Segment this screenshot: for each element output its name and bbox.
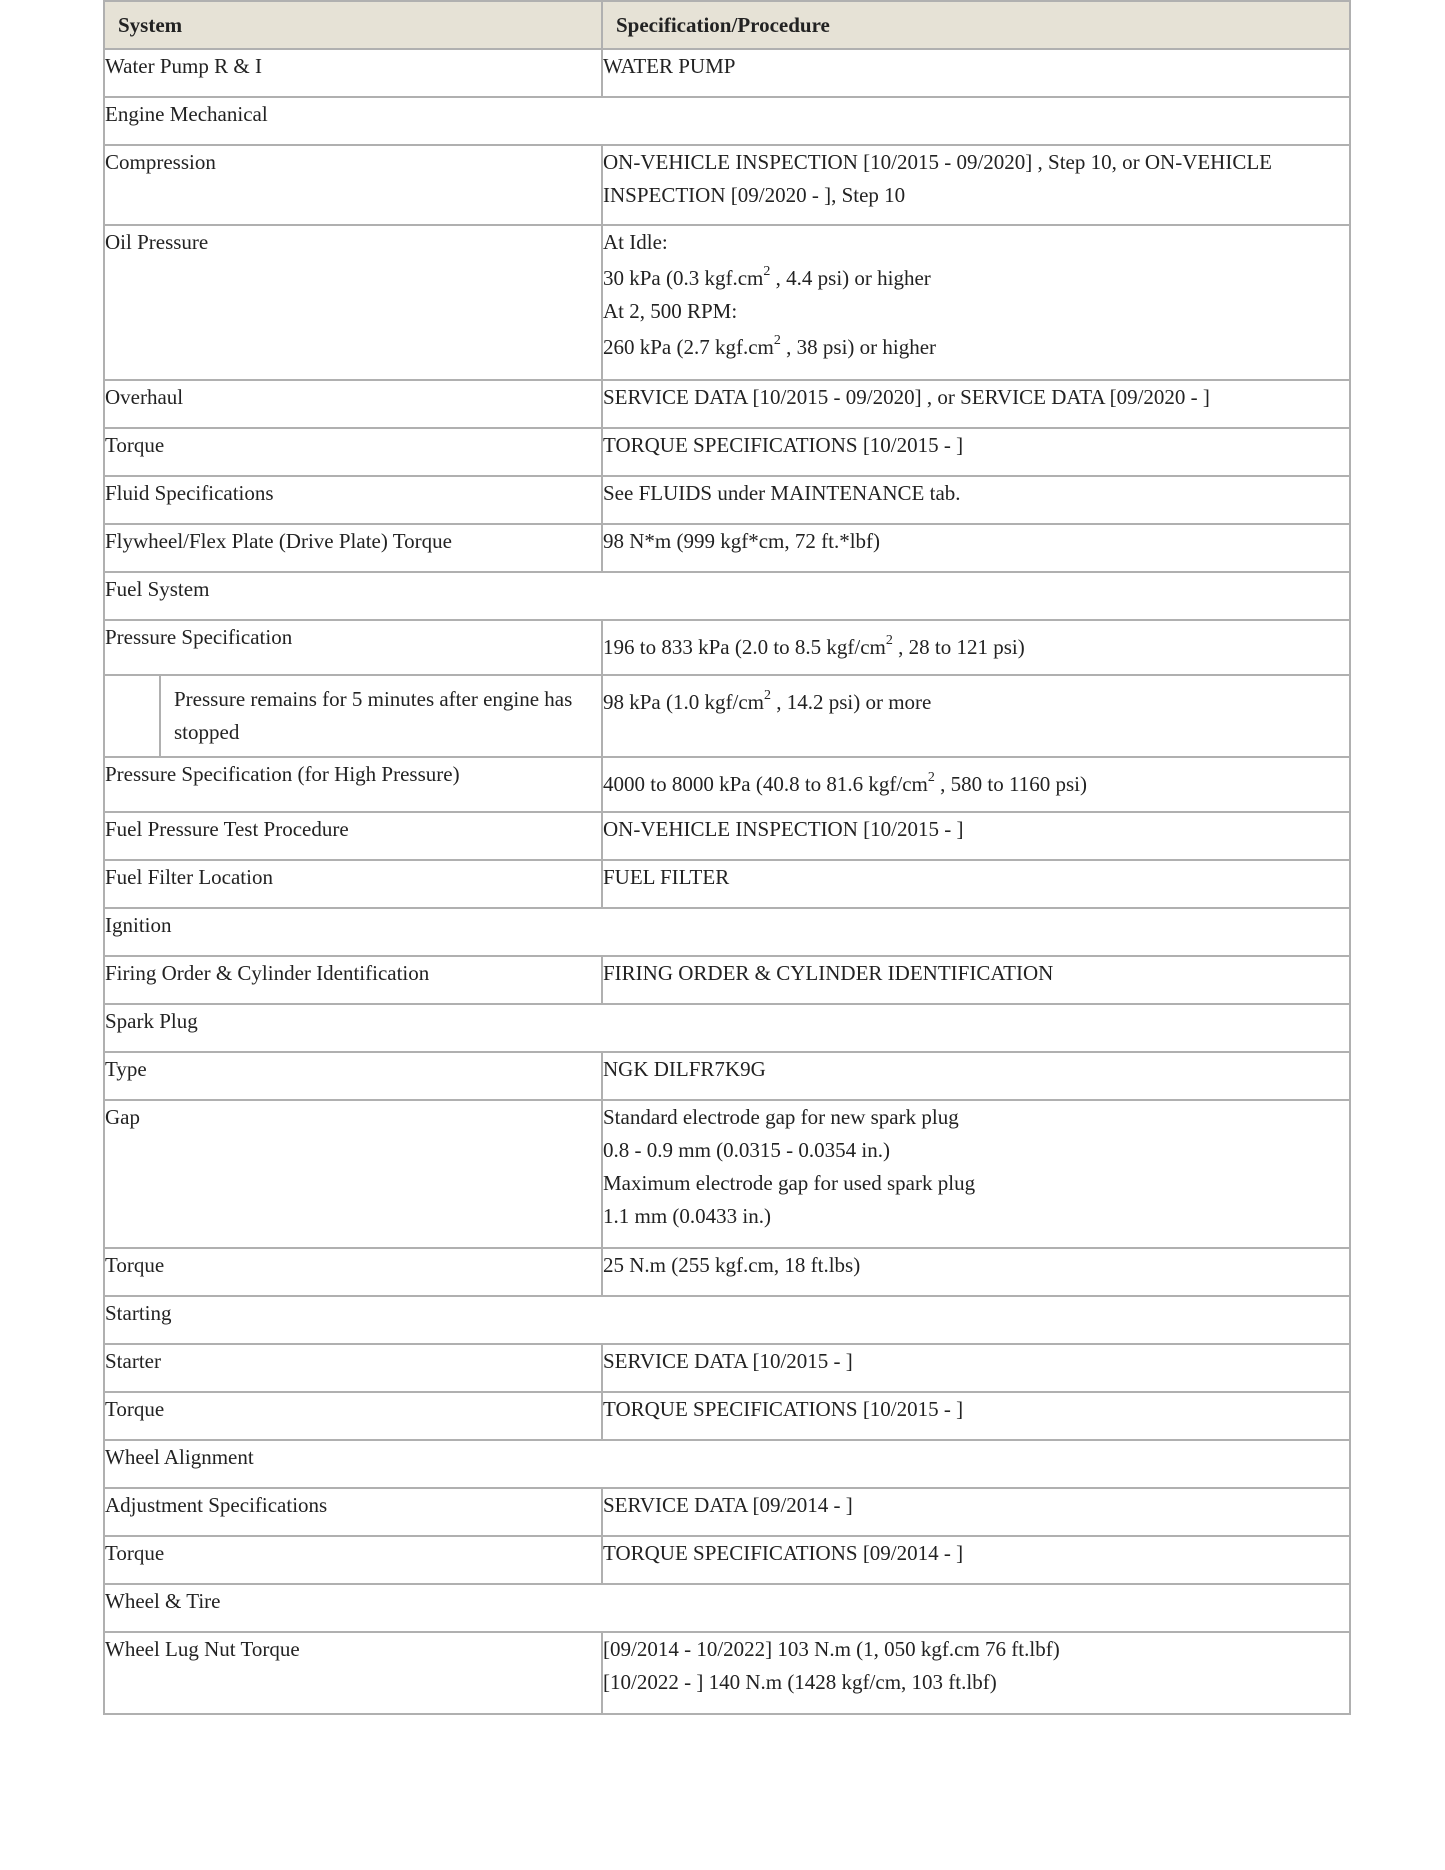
row-spec xyxy=(602,675,1350,757)
spec-line: [10/2022 - ] 140 N.m (1428 kgf/cm, 103 ft.lbf) xyxy=(603,1670,997,1694)
table-row xyxy=(104,620,1350,675)
spec-line xyxy=(603,262,1349,295)
row-spec-link[interactable]: SERVICE DATA [09/2014 - ] xyxy=(602,1488,1350,1536)
row-label: Starter xyxy=(104,1344,602,1392)
spec-text: 30 kPa (0.3 kgf.cm xyxy=(603,266,764,290)
table-row xyxy=(104,1344,1350,1392)
spec-line: Standard electrode gap for new spark plug xyxy=(603,1105,959,1129)
group-row-spark-plug xyxy=(104,1004,1350,1052)
superscript: 2 xyxy=(763,688,771,703)
row-spec-link[interactable]: ON-VEHICLE INSPECTION [10/2015 - ] xyxy=(602,812,1350,860)
table-row xyxy=(104,524,1350,572)
row-spec-link[interactable]: WATER PUMP xyxy=(602,49,1350,97)
row-spec-link[interactable]: FUEL FILTER xyxy=(602,860,1350,908)
superscript: 2 xyxy=(885,633,893,648)
table-row xyxy=(104,956,1350,1004)
row-label: Wheel Lug Nut Torque xyxy=(104,1632,602,1714)
spec-line: At Idle: xyxy=(603,230,668,254)
spec-line: At 2, 500 RPM: xyxy=(603,299,738,323)
spec-text: , 14.2 psi) or more xyxy=(770,690,932,714)
column-header-system: System xyxy=(104,1,602,49)
group-row-starting xyxy=(104,1296,1350,1344)
spec-line: 1.1 mm (0.0433 in.) xyxy=(603,1204,771,1228)
table-row xyxy=(104,1488,1350,1536)
table-row xyxy=(104,428,1350,476)
row-label: Torque xyxy=(104,1248,602,1296)
spec-line: INSPECTION [09/2020 - ], Step 10 xyxy=(603,183,906,207)
row-spec xyxy=(602,225,1350,380)
row-label: Fuel Pressure Test Procedure xyxy=(104,812,602,860)
row-label: Gap xyxy=(104,1100,602,1248)
table-row xyxy=(104,225,1350,380)
table-row xyxy=(104,675,1350,757)
row-spec: 25 N.m (255 kgf.cm, 18 ft.lbs) xyxy=(602,1248,1350,1296)
row-label: Fuel Filter Location xyxy=(104,860,602,908)
table-row xyxy=(104,860,1350,908)
table-row xyxy=(104,476,1350,524)
row-label: Adjustment Specifications xyxy=(104,1488,602,1536)
table-row xyxy=(104,1632,1350,1714)
spec-text: 196 to 833 kPa (2.0 to 8.5 kgf/cm xyxy=(603,635,886,659)
table-row xyxy=(104,1248,1350,1296)
spec-line: [09/2014 - 10/2022] 103 N.m (1, 050 kgf.cm 76 ft.lbf) xyxy=(603,1637,1060,1661)
group-row-ignition xyxy=(104,908,1350,956)
column-header-spec: Specification/Procedure xyxy=(602,1,1350,49)
specification-table xyxy=(103,0,1351,1715)
group-row-wheel-tire xyxy=(104,1584,1350,1632)
spec-text: 4000 to 8000 kPa (40.8 to 81.6 kgf/cm xyxy=(603,772,928,796)
superscript: 2 xyxy=(763,264,771,279)
row-spec-link[interactable]: TORQUE SPECIFICATIONS [10/2015 - ] xyxy=(602,1392,1350,1440)
row-label: Compression xyxy=(104,145,602,225)
group-label: Engine Mechanical xyxy=(104,97,1350,145)
spec-line: 0.8 - 0.9 mm (0.0315 - 0.0354 in.) xyxy=(603,1138,890,1162)
row-label: Overhaul xyxy=(104,380,602,428)
row-spec-link[interactable]: FIRING ORDER & CYLINDER IDENTIFICATION xyxy=(602,956,1350,1004)
spec-text: , 4.4 psi) or higher xyxy=(770,266,931,290)
table-row xyxy=(104,1052,1350,1100)
table-row xyxy=(104,757,1350,812)
row-spec-link[interactable]: SERVICE DATA [10/2015 - ] xyxy=(602,1344,1350,1392)
row-label: Fluid Specifications xyxy=(104,476,602,524)
row-spec: 98 N*m (999 kgf*cm, 72 ft.*lbf) xyxy=(602,524,1350,572)
spec-line: Maximum electrode gap for used spark plug xyxy=(603,1171,976,1195)
nested-row-label-cell xyxy=(104,675,602,757)
row-spec-link[interactable]: SERVICE DATA [10/2015 - 09/2020] , or SERVICE DATA [09/2020 - ] xyxy=(602,380,1350,428)
table-row xyxy=(104,49,1350,97)
group-label: Ignition xyxy=(104,908,1350,956)
spec-text: 98 kPa (1.0 kgf/cm xyxy=(603,690,764,714)
spec-text: 260 kPa (2.7 kgf.cm xyxy=(603,335,774,359)
group-label: Wheel Alignment xyxy=(104,1440,1350,1488)
row-spec-link[interactable]: TORQUE SPECIFICATIONS [09/2014 - ] xyxy=(602,1536,1350,1584)
row-label: Pressure remains for 5 minutes after engine has stopped xyxy=(174,687,573,744)
row-spec: See FLUIDS under MAINTENANCE tab. xyxy=(602,476,1350,524)
table-row xyxy=(104,1536,1350,1584)
group-label: Wheel & Tire xyxy=(104,1584,1350,1632)
group-row-wheel-alignment xyxy=(104,1440,1350,1488)
row-spec xyxy=(602,1632,1350,1714)
row-label: Torque xyxy=(104,1536,602,1584)
row-label: Pressure Specification (for High Pressure) xyxy=(104,757,602,812)
spec-text: , 38 psi) or higher xyxy=(780,335,937,359)
table-row xyxy=(104,145,1350,225)
row-label: Flywheel/Flex Plate (Drive Plate) Torque xyxy=(104,524,602,572)
spec-text: , 580 to 1160 psi) xyxy=(934,772,1087,796)
superscript: 2 xyxy=(927,770,935,785)
row-label: Torque xyxy=(104,428,602,476)
spec-line: ON-VEHICLE INSPECTION [10/2015 - 09/2020] , Step 10, or ON-VEHICLE xyxy=(603,150,1273,174)
row-label: Oil Pressure xyxy=(104,225,602,380)
row-spec-link[interactable] xyxy=(602,145,1350,225)
row-label: Pressure Specification xyxy=(104,620,602,675)
row-label: Type xyxy=(104,1052,602,1100)
row-spec xyxy=(602,620,1350,675)
group-row-engine-mechanical xyxy=(104,97,1350,145)
row-spec: NGK DILFR7K9G xyxy=(602,1052,1350,1100)
row-label: Firing Order & Cylinder Identification xyxy=(104,956,602,1004)
table-row xyxy=(104,1100,1350,1248)
superscript: 2 xyxy=(773,333,781,348)
row-spec xyxy=(602,1100,1350,1248)
group-row-fuel-system xyxy=(104,572,1350,620)
group-label: Spark Plug xyxy=(104,1004,1350,1052)
group-label: Starting xyxy=(104,1296,1350,1344)
row-label: Water Pump R & I xyxy=(104,49,602,97)
group-label: Fuel System xyxy=(104,572,1350,620)
table-row xyxy=(104,380,1350,428)
table-row xyxy=(104,812,1350,860)
row-label: Torque xyxy=(104,1392,602,1440)
row-spec-link[interactable]: TORQUE SPECIFICATIONS [10/2015 - ] xyxy=(602,428,1350,476)
table-row xyxy=(104,1392,1350,1440)
spec-line xyxy=(603,331,1349,364)
row-spec xyxy=(602,757,1350,812)
nested-indent xyxy=(105,676,161,756)
nested-wrap xyxy=(105,676,601,756)
spec-text: , 28 to 121 psi) xyxy=(892,635,1025,659)
table-header-row xyxy=(104,1,1350,49)
